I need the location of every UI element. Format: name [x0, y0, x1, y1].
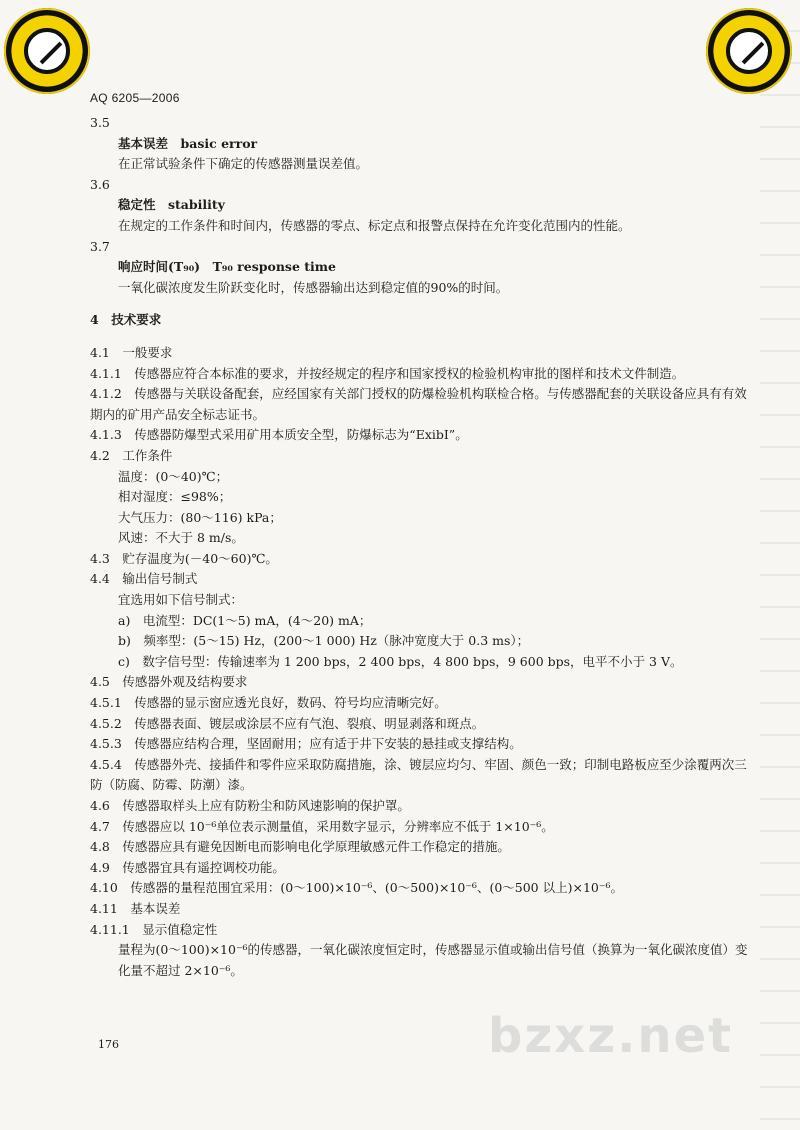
clause-heading: 4.1 一般要求 [90, 344, 173, 360]
term-definition: 在正常试验条件下确定的传感器测量误差值。 [118, 156, 369, 172]
term-title: 响应时间(T₉₀) T₉₀ response time [118, 259, 336, 275]
pdf-xchange-badge-right-icon[interactable] [706, 8, 792, 94]
clause-text: 4.5.3 传感器应结构合理，坚固耐用；应有适于井下安装的悬挂或支撑结构。 [90, 736, 522, 752]
condition-item: 相对湿度：≤98%； [118, 489, 232, 505]
clause-text: 4.8 传感器应具有避免因断电而影响电化学原理敏感元件工作稳定的措施。 [90, 839, 510, 855]
clause-number: 3.6 [90, 176, 110, 192]
clause-text: 4.5.2 传感器表面、镀层或涂层不应有气泡、裂痕、明显剥落和斑点。 [90, 715, 485, 731]
clause-text: 4.9 传感器宜具有遥控调校功能。 [90, 859, 285, 875]
clause-text: 4.1.3 传感器防爆型式采用矿用本质安全型，防爆标志为“ExibI”。 [90, 427, 468, 443]
term-definition: 一氧化碳浓度发生阶跃变化时，传感器输出达到稳定值的90%的时间。 [118, 279, 509, 295]
page-body [90, 113, 750, 981]
list-item: a) 电流型：DC(1～5) mA，(4～20) mA； [118, 612, 372, 628]
clause-text: 4.1.2 传感器与关联设备配套，应经国家有关部门授权的防爆检验机构联检合格。与传感器配套的关联设备应具有有效期内的矿用产品安全标志证书。 [90, 386, 747, 422]
condition-item: 大气压力：(80～116) kPa； [118, 509, 282, 525]
clause-heading: 4.11 基本误差 [90, 900, 181, 916]
clause-heading: 4.2 工作条件 [90, 447, 173, 463]
clause-text: 4.1.1 传感器应符合本标准的要求，并按经规定的程序和国家授权的检验机构审批的图样和技术文件制造。 [90, 365, 685, 381]
clause-heading: 4.11.1 显示值稳定性 [90, 921, 218, 937]
section-heading: 4 技术要求 [90, 312, 162, 328]
clause-number: 3.5 [90, 115, 110, 130]
scan-edge [760, 0, 800, 1130]
page-number: 176 [98, 1038, 119, 1051]
clause-number: 3.7 [90, 238, 110, 254]
clause-heading: 4.5 传感器外观及结构要求 [90, 674, 248, 690]
term-title: 基本误差 basic error [118, 135, 258, 151]
condition-item: 温度：(0～40)℃； [118, 468, 229, 484]
clause-text: 4.5.1 传感器的显示窗应透光良好，数码、符号均应清晰完好。 [90, 695, 447, 711]
clause-text: 宜选用如下信号制式： [118, 592, 244, 608]
clause-text: 4.10 传感器的量程范围宜采用：(0～100)×10⁻⁶、(0～500)×10⁻⁶、(0～500 以上)×10⁻⁶。 [90, 880, 623, 896]
list-item: c) 数字信号型：传输速率为 1 200 bps，2 400 bps，4 800 bps，9 600 bps，电平不小于 3 V。 [118, 653, 683, 669]
pdf-xchange-badge-left-icon[interactable] [4, 8, 90, 94]
clause-text: 4.3 贮存温度为(－40～60)℃。 [90, 550, 278, 566]
term-title: 稳定性 stability [118, 197, 225, 213]
clause-text: 量程为(0～100)×10⁻⁶的传感器，一氧化碳浓度恒定时，传感器显示值或输出信号值（换算为一氧化碳浓度值）变化量不超过 2×10⁻⁶。 [118, 942, 748, 978]
list-item: b) 频率型：(5～15) Hz，(200～1 000) Hz（脉冲宽度大于 0.3 ms）； [118, 633, 530, 649]
watermark-text: bzxz.net [488, 1008, 734, 1064]
clause-heading: 4.4 输出信号制式 [90, 571, 198, 587]
standard-code: AQ 6205—2006 [90, 91, 180, 105]
clause-text: 4.7 传感器应以 10⁻⁶单位表示测量值，采用数字显示，分辨率应不低于 1×10⁻⁶。 [90, 818, 554, 834]
clause-text: 4.5.4 传感器外壳、接插件和零件应采取防腐措施，涂、镀层应均匀、牢固、颜色一致；印制电路板应至少涂覆两次三防（防腐、防霉、防潮）漆。 [90, 756, 747, 793]
condition-item: 风速：不大于 8 m/s。 [118, 530, 244, 546]
clause-text: 4.6 传感器取样头上应有防粉尘和防风速影响的保护罩。 [90, 798, 410, 813]
term-definition: 在规定的工作条件和时间内，传感器的零点、标定点和报警点保持在允许变化范围内的性能。 [118, 217, 631, 233]
